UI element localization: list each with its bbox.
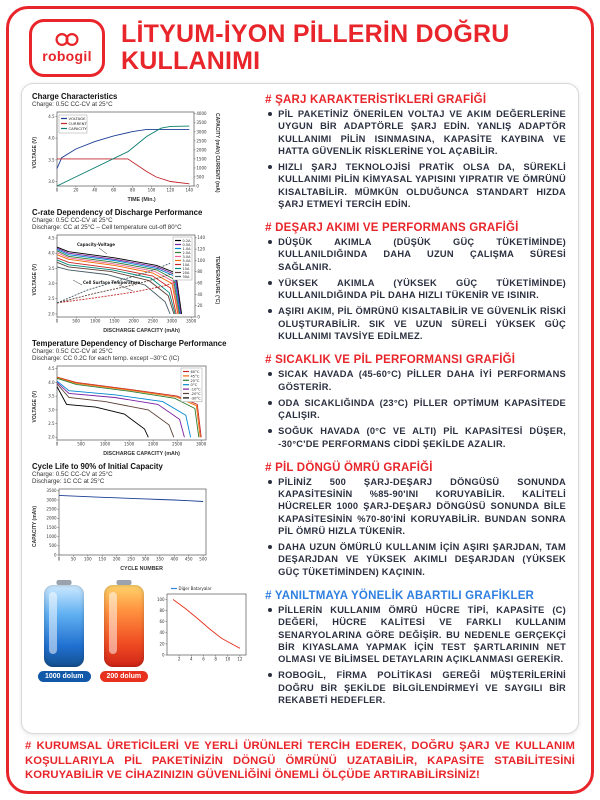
chart-title: Temperature Dependency of Discharge Performance xyxy=(32,339,227,348)
bullet: SICAK HAVADA (45-60°C) PİLLER DAHA İYİ PERFORMANS GÖSTERİR. xyxy=(278,369,566,392)
svg-text:300: 300 xyxy=(141,556,150,562)
bullet: SOĞUK HAVADA (0°C VE ALTI) PİL KAPASİTESİ DÜŞER, -30°C'DE PERFORMANS CİDDİ ŞEKİLDE AZALIR. xyxy=(278,426,566,449)
svg-text:2000: 2000 xyxy=(128,318,139,324)
chart-subtitle: Charge: 0.5C CC-CV at 25°C xyxy=(32,101,113,108)
svg-text:2.0: 2.0 xyxy=(48,434,55,440)
bullet: DAHA UZUN ÖMÜRLÜ KULLANIM İÇİN AŞIRI ŞARJDAN, TAM DEŞARJDAN VE YÜKSEK AKIMLI DEŞARJDAN (YÜKSEK GÜÇ TÜKETİMİNDEN) KAÇININ. xyxy=(278,542,566,577)
svg-text:4000: 4000 xyxy=(196,111,207,117)
svg-text:-20°C: -20°C xyxy=(190,392,201,396)
svg-text:3000: 3000 xyxy=(196,441,207,447)
svg-text:3.0: 3.0 xyxy=(48,179,55,185)
svg-text:20A: 20A xyxy=(182,271,190,275)
svg-text:3000: 3000 xyxy=(166,318,178,324)
svg-text:2.5: 2.5 xyxy=(48,296,55,302)
svg-text:350: 350 xyxy=(156,556,164,562)
svg-text:3500: 3500 xyxy=(196,120,207,126)
svg-text:2500: 2500 xyxy=(147,318,158,324)
svg-text:Capacity-Voltage: Capacity-Voltage xyxy=(77,242,116,247)
section-charge-characteristics xyxy=(265,94,566,214)
svg-text:2000: 2000 xyxy=(196,147,207,153)
header xyxy=(21,17,579,83)
svg-text:2500: 2500 xyxy=(46,506,57,512)
svg-text:250: 250 xyxy=(127,556,135,562)
svg-text:20: 20 xyxy=(159,641,165,647)
bullet: AŞIRI AKIM, PİL ÖMRÜNÜ KISALTABİLİR VE GÜVENLİK RİSKİ OLUŞTURABİLİR. SIK VE UZUN SÜRELİ YÜKSEK GÜÇ KULLANIMI TAVSİYE EDİLMEZ. xyxy=(278,306,566,341)
svg-text:3500: 3500 xyxy=(46,488,57,494)
svg-text:2000: 2000 xyxy=(46,515,57,521)
footer-note: # KURUMSAL ÜRETİCİLERİ VE YERLİ ÜRÜNLERİ TERCİH EDEREK, DOĞRU ŞARJ VE KULLANIM KOŞULLARIYLA PİL PAKETİNİZİN DÖNGÜ ÖMRÜNÜ UZATABİLİR, KAPASİTE STABİLİTESİNİ KORUYABİLİR VE CİHAZINIZIN GÜVENLİĞİNİ ÖNEMLİ ÖLÇÜDE ARTIRABİLİRSİNİZ! xyxy=(25,739,575,782)
svg-text:80: 80 xyxy=(159,608,165,614)
section-cycle-life xyxy=(265,462,566,582)
chart-subtitle: Discharge: CC 0.2C for each temp. except –30°C (IC) xyxy=(32,355,180,362)
svg-text:4.5: 4.5 xyxy=(48,366,55,372)
svg-text:30A: 30A xyxy=(182,275,190,279)
svg-text:150: 150 xyxy=(98,556,107,562)
svg-text:450: 450 xyxy=(184,556,193,562)
svg-text:0.5A: 0.5A xyxy=(182,243,191,247)
svg-text:4.5: 4.5 xyxy=(48,235,55,241)
svg-text:120: 120 xyxy=(197,246,206,252)
svg-text:10: 10 xyxy=(225,656,231,662)
svg-text:200: 200 xyxy=(112,556,121,562)
svg-text:2.0: 2.0 xyxy=(48,311,55,317)
text-column xyxy=(261,92,568,725)
svg-text:1500: 1500 xyxy=(124,441,135,447)
chart-subtitle: Discharge: CC at 25°C – Cell temperature cut-off 80°C xyxy=(32,224,182,231)
svg-text:1500: 1500 xyxy=(196,156,207,162)
svg-text:3500: 3500 xyxy=(186,318,197,324)
brand-logo xyxy=(29,19,105,77)
content-card xyxy=(21,83,579,734)
svg-text:1000: 1000 xyxy=(46,534,57,540)
svg-text:4.0: 4.0 xyxy=(48,135,55,141)
svg-text:120: 120 xyxy=(166,187,175,193)
section-temperature-performance xyxy=(265,354,566,454)
section-heading: # YANILTMAYA YÖNELİK ABARTILI GRAFİKLER xyxy=(265,589,535,602)
footer xyxy=(21,734,579,783)
bullet: DÜŞÜK AKIMLA (DÜŞÜK GÜÇ TÜKETİMİNDE) KULLANILDIĞINDA DAHA UZUN ÇALIŞMA SÜRESİ SAĞLANIR. xyxy=(278,237,566,272)
svg-text:500: 500 xyxy=(77,441,85,447)
exaggerated-decline-mini-chart xyxy=(157,585,249,665)
svg-text:1000: 1000 xyxy=(90,318,101,324)
bullet: PİLİNİZ 500 ŞARJ-DEŞARJ DÖNGÜSÜ SONUNDA KAPASİTESİNİN %85-90'INI KORUYABİLİR. KALİTELİ HÜCRELER 1000 ŞARJ-DEŞARJ DÖNGÜSÜ SONUNDA BİLE KAPASİTESİNİN %70-80'İNİ KORUYABİLİR. BUNDAN SONRA PİL ÖMRÜ HIZLA TÜKENİR. xyxy=(278,476,566,536)
svg-text:3000: 3000 xyxy=(196,129,207,135)
svg-text:0: 0 xyxy=(55,441,59,447)
svg-text:1.0A: 1.0A xyxy=(182,247,191,251)
svg-text:50: 50 xyxy=(70,556,76,562)
section-heading: # SICAKLIK VE PİL PERFORMANSI GRAFİĞİ xyxy=(265,354,516,367)
svg-text:0: 0 xyxy=(162,652,165,658)
bullet: ROBOGİL, FİRMA POLİTİKASI GEREĞİ MÜŞTERİLERİNİ DOĞRU BİR ŞEKİLDE BİLGİLENDİRMEYİ VE SAYGILI BİR REKABETİ HEDEFLER. xyxy=(278,670,566,705)
chart-cycle-life xyxy=(32,462,251,572)
section-heading: # DEŞARJ AKIMI VE PERFORMANS GRAFİĞİ xyxy=(265,222,519,235)
y2-axis-label: TEMPERATURE (°C) xyxy=(214,255,220,304)
blue-battery-icon xyxy=(44,585,84,667)
battery-comparison-graphic xyxy=(32,577,251,682)
svg-text:1000: 1000 xyxy=(196,165,207,171)
svg-text:Diğer Bataryalar: Diğer Bataryalar xyxy=(178,586,212,591)
svg-text:CURRENT: CURRENT xyxy=(68,121,87,126)
x-axis-label: DISCHARGE CAPACITY (mAh) xyxy=(103,328,180,334)
svg-text:100: 100 xyxy=(147,187,156,193)
svg-text:60°C: 60°C xyxy=(190,370,200,374)
svg-text:80: 80 xyxy=(197,269,203,275)
bullet: PİL PAKETİNİZ ÖNERİLEN VOLTAJ VE AKIM DEĞERLERİNE UYGUN BİR ADAPTÖRLE ŞARJ EDİN. YANLIŞ ADAPTÖR KULLANIMI PİLİN ISINMASINA, KAPASİTE KAYBINA VE HATTA GÜVENLİK RİSKLERİNE YOL AÇABİLİR. xyxy=(278,109,566,156)
y-axis-label: VOLTAGE (V) xyxy=(32,391,38,423)
svg-text:500: 500 xyxy=(72,318,80,324)
bullet: PİLLERİN KULLANIM ÖMRÜ HÜCRE TİPİ, KAPASİTE (C) DEĞERİ, HÜCRE KALİTESİ VE FARKLI KULLANIM SENARYOLARINA GÖRE DEĞİŞİR. BU NEDENLE GERÇEKÇİ BİR KIYASLAMA YAPMAK İÇİN TEST ŞARTLARININ NET OLMASI VE BİLİMSEL DETAYLARIN AÇIKLANMASI GEREKİR. xyxy=(278,604,566,665)
svg-text:CAPACITY: CAPACITY xyxy=(68,126,87,131)
bullet: ODA SICAKLIĞINDA (23°C) PİLLER OPTİMUM KAPASİTEDE ÇALIŞIR. xyxy=(278,397,566,421)
svg-text:0.2A: 0.2A xyxy=(182,239,191,243)
svg-text:0: 0 xyxy=(197,314,200,320)
svg-text:40: 40 xyxy=(159,630,165,636)
red-frame xyxy=(6,6,594,794)
crate-dependency-plot xyxy=(41,232,211,328)
svg-text:100: 100 xyxy=(197,257,206,263)
cycle-life-plot xyxy=(41,486,211,566)
svg-text:3.0: 3.0 xyxy=(48,280,55,286)
svg-text:-30°C: -30°C xyxy=(190,396,201,401)
svg-text:2500: 2500 xyxy=(196,138,207,144)
cycle-count-badge: 1000 dolum xyxy=(38,671,91,682)
svg-text:0: 0 xyxy=(54,552,57,558)
chart-subtitle: Charge: 0.5C CC-CV at 25°C xyxy=(32,348,113,355)
section-heading: # PİL DÖNGÜ ÖMRÜ GRAFİĞİ xyxy=(265,461,433,474)
svg-text:140: 140 xyxy=(185,187,194,193)
other-battery-column xyxy=(100,585,149,682)
svg-text:0: 0 xyxy=(55,318,59,324)
svg-text:2.5: 2.5 xyxy=(48,420,55,426)
temperature-dependency-plot xyxy=(41,363,211,451)
bullet: HIZLI ŞARJ TEKNOLOJİSİ PRATİK OLSA DA, SÜREKLİ KULLANIMI PİLİN KİMYASAL YAPISINI YIPRATIR VE ÖMRÜNÜ KISALTABİLİR. MÜMKÜN OLDUĞUNCA STANDART HIZDA ŞARJ ETMEYİ TERCİH EDİN. xyxy=(278,162,566,209)
page-title xyxy=(121,21,510,75)
chart-title: Cycle Life to 90% of Initial Capacity xyxy=(32,462,163,471)
svg-text:4.0: 4.0 xyxy=(48,379,55,385)
robot-eyes-icon xyxy=(50,32,84,47)
charge-characteristics-plot xyxy=(41,109,211,197)
bullet: YÜKSEK AKIMLA (YÜKSEK GÜÇ TÜKETİMİNDE) KULLANILDIĞINDA PİL DAHA HIZLI TÜKENİR VE ISINIR. xyxy=(278,277,566,301)
chart-temperature-dependency xyxy=(32,339,251,457)
svg-text:4: 4 xyxy=(190,656,193,662)
svg-text:45°C: 45°C xyxy=(190,374,200,379)
svg-text:-10°C: -10°C xyxy=(190,387,201,392)
svg-text:0: 0 xyxy=(57,556,61,562)
svg-text:6: 6 xyxy=(202,656,205,662)
svg-text:Cell Surface Temperature: Cell Surface Temperature xyxy=(83,280,141,285)
svg-text:5.0A: 5.0A xyxy=(182,259,191,263)
svg-text:500: 500 xyxy=(196,174,205,180)
svg-text:100: 100 xyxy=(84,556,92,562)
chart-title: C-rate Dependency of Discharge Performance xyxy=(32,208,203,217)
svg-text:1000: 1000 xyxy=(99,441,111,447)
svg-text:20: 20 xyxy=(197,303,203,309)
svg-text:0: 0 xyxy=(55,187,59,193)
battery-shine xyxy=(49,592,57,654)
svg-text:140: 140 xyxy=(197,235,206,241)
charts-column xyxy=(32,92,251,725)
section-heading: # ŞARJ KARAKTERİSTİKLERİ GRAFİĞİ xyxy=(265,94,487,106)
svg-text:60: 60 xyxy=(111,187,117,193)
brand-name: robogil xyxy=(42,48,92,64)
x-axis-label: DISCHARGE CAPACITY (mAh) xyxy=(103,451,180,457)
svg-text:0: 0 xyxy=(196,183,199,189)
svg-text:15A: 15A xyxy=(182,267,190,271)
battery-shine xyxy=(109,592,117,654)
robogil-battery-column xyxy=(38,585,91,682)
chart-crate-dependency xyxy=(32,208,251,334)
svg-text:60: 60 xyxy=(197,280,203,286)
svg-text:8: 8 xyxy=(214,656,218,662)
svg-text:20: 20 xyxy=(73,187,79,193)
svg-text:3000: 3000 xyxy=(46,497,57,503)
svg-text:40: 40 xyxy=(197,291,203,297)
svg-text:1500: 1500 xyxy=(109,318,120,324)
svg-text:2500: 2500 xyxy=(172,441,183,447)
section-misleading-charts xyxy=(265,590,566,710)
svg-text:2000: 2000 xyxy=(148,441,159,447)
svg-text:80: 80 xyxy=(130,187,136,193)
svg-text:4.0: 4.0 xyxy=(48,250,55,256)
svg-text:100: 100 xyxy=(157,596,165,602)
chart-charge-characteristics xyxy=(32,92,251,203)
svg-text:VOLTAGE: VOLTAGE xyxy=(68,116,86,121)
svg-text:25°C: 25°C xyxy=(190,378,200,383)
svg-text:500: 500 xyxy=(199,556,207,562)
svg-text:3.5: 3.5 xyxy=(48,265,55,271)
svg-text:3.5: 3.5 xyxy=(48,157,55,163)
svg-text:12: 12 xyxy=(237,656,243,662)
svg-text:400: 400 xyxy=(170,556,179,562)
y-axis-label: VOLTAGE (V) xyxy=(32,264,38,296)
svg-text:1500: 1500 xyxy=(46,524,57,530)
svg-text:60: 60 xyxy=(159,619,165,625)
page-title-line2: KULLANIMI xyxy=(121,47,261,75)
x-axis-label: CYCLE NUMBER xyxy=(120,566,163,572)
svg-text:2: 2 xyxy=(178,656,181,662)
svg-text:4.5: 4.5 xyxy=(48,113,55,119)
section-discharge-current xyxy=(265,222,566,346)
svg-text:3.5: 3.5 xyxy=(48,393,55,399)
svg-text:3.0A: 3.0A xyxy=(182,255,191,259)
chart-subtitle: Discharge: 1C CC at 25°C xyxy=(32,478,105,485)
svg-text:500: 500 xyxy=(48,543,57,549)
svg-text:0°C: 0°C xyxy=(190,383,198,388)
chart-subtitle: Charge: 0.5C CC-CV at 25°C xyxy=(32,217,113,224)
svg-text:40: 40 xyxy=(92,187,98,193)
chart-subtitle: Charge: 0.5C CC-CV at 25°C xyxy=(32,471,113,478)
chart-title: Charge Characteristics xyxy=(32,92,118,101)
x-axis-label: TIME (Min.) xyxy=(127,197,156,203)
y-axis-label: VOLTAGE (V) xyxy=(32,137,38,169)
cycle-count-badge: 200 dolum xyxy=(100,671,149,682)
red-battery-icon xyxy=(104,585,144,667)
y2-axis-label: CAPACITY (mAh) CURRENT (mA) xyxy=(214,113,220,193)
page-title-line1: LİTYUM-İYON PİLLERİN DOĞRU xyxy=(121,20,510,48)
svg-text:3.0: 3.0 xyxy=(48,407,55,413)
y-axis-label: CAPACITY (mAh) xyxy=(32,505,38,547)
svg-text:2.0A: 2.0A xyxy=(182,251,191,255)
svg-text:10A: 10A xyxy=(182,263,190,267)
